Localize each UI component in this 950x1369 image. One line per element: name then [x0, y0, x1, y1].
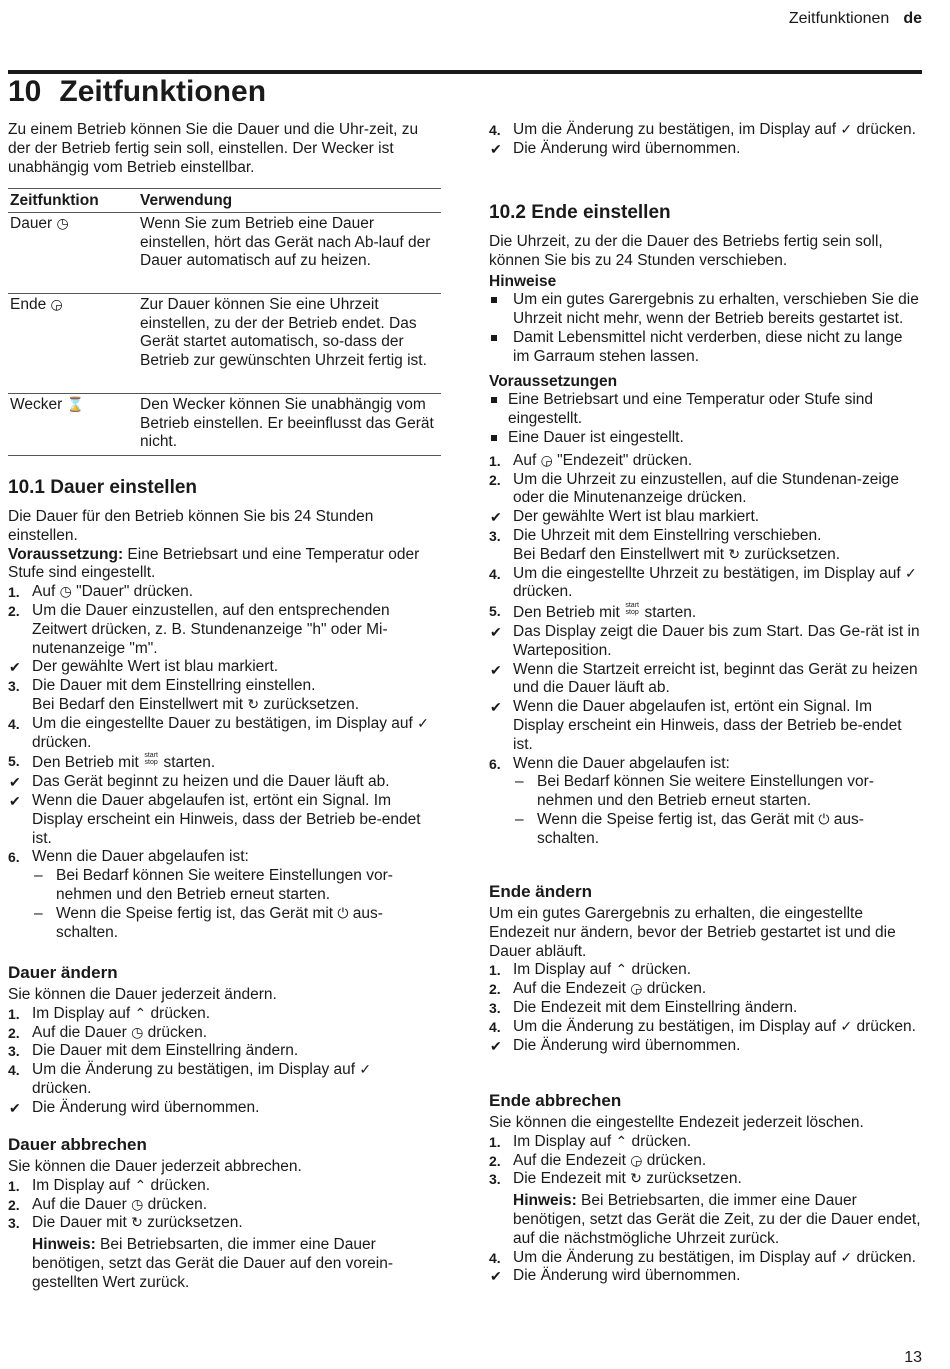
subsection-intro: Um ein gutes Garergebnis zu erhalten, die eingestellte Endezeit nur ändern, bevor der Betrieb gestartet ist und die Dauer abläuft.: [489, 905, 896, 960]
dash-item: – Bei Bedarf können Sie weitere Einstellungen vor-nehmen und den Betrieb erneut starten.: [34, 867, 393, 903]
check-result-icon: ✔: [9, 774, 21, 791]
page-header: [789, 10, 922, 29]
step-3: 3. Die Uhrzeit mit dem Einstellring verschieben. Bei Bedarf den Einstellwert mit ↻ zurücksetzen.: [489, 526, 841, 563]
subsection-title: Ende ändern: [489, 882, 592, 901]
step-6: 6. Wenn die Dauer abgelaufen ist:: [8, 848, 249, 866]
check-icon: ✓: [840, 1248, 853, 1265]
check-icon: ✓: [359, 1061, 372, 1078]
requirement-item: Eine Dauer ist eingestellt.: [489, 429, 923, 448]
timer-icon: ◷: [131, 1023, 144, 1040]
step-1: 1. Im Display auf ⌃ drücken.: [489, 961, 692, 979]
dash-item: – Bei Bedarf können Sie weitere Einstellungen vor-nehmen und den Betrieb erneut starten.: [515, 773, 874, 810]
step-2: 2. Auf die Endezeit ◶ drücken.: [489, 980, 707, 998]
check-icon: ✓: [840, 1017, 853, 1034]
hourglass-icon: ⌛: [66, 395, 85, 412]
table-cell-function: Ende ◶: [10, 295, 63, 313]
table-row: [8, 393, 441, 455]
section-10-1: [8, 477, 433, 942]
dash-item: – Wenn die Speise fertig ist, das Gerät mit ⏻ aus-schalten.: [515, 810, 864, 847]
bullet-square: [491, 435, 497, 441]
check-result-icon: ✔: [490, 1037, 502, 1054]
check-result-icon: ✔: [490, 623, 502, 640]
result: ✔ Wenn die Dauer abgelaufen ist, ertönt ein Signal. Im Display erscheint ein Hinweis, dass der Betrieb be-endet ist.: [9, 791, 421, 847]
table-row: [8, 212, 441, 293]
requirement: Voraussetzung: Eine Betriebsart und eine Temperatur oder Stufe sind eingestellt.: [8, 545, 420, 582]
step-1: 1. Auf ◷ "Dauer" drücken.: [8, 583, 194, 601]
subsection-intro: Sie können die eingestellte Endezeit jederzeit löschen.: [489, 1114, 864, 1131]
bullet-square: [491, 397, 497, 403]
step-2: 2. Auf die Dauer ◷ drücken.: [8, 1023, 208, 1041]
page-title: [8, 74, 266, 110]
result: ✔ Wenn die Dauer abgelaufen ist, ertönt ein Signal. Im Display erscheint ein Hinweis, dass der Betrieb be-endet ist.: [490, 698, 902, 753]
step-1: 1. Im Display auf ⌃ drücken.: [8, 1004, 211, 1022]
step-1: 1. Im Display auf ⌃ drücken.: [489, 1132, 692, 1150]
hints-title: Hinweise: [489, 272, 557, 290]
section-title-10-2: 10.2 Ende einstellen: [489, 202, 671, 223]
check-icon: ✓: [417, 714, 429, 731]
result: ✔ Die Änderung wird übernommen.: [490, 1036, 741, 1054]
subsection-title: Dauer abbrechen: [8, 1135, 147, 1154]
table-cell-function: Wecker ⌛: [10, 395, 85, 413]
subsection-title: Ende abbrechen: [489, 1091, 622, 1110]
check-icon: ✓: [905, 564, 917, 581]
reset-icon: ↻: [728, 545, 741, 562]
table-header-function: Zeitfunktion: [10, 192, 99, 209]
check-result-icon: ✔: [9, 659, 21, 676]
check-result-icon: ✔: [490, 1268, 502, 1285]
section-ende-abbrechen: [489, 1091, 923, 1286]
subsection-intro: Sie können die Dauer jederzeit ändern.: [8, 986, 277, 1003]
note: Hinweis: Bei Betriebsarten, die immer eine Dauer benötigen, setzt das Gerät die Dauer auf den vorein-gestellten Wert zurück.: [32, 1236, 394, 1291]
step-3: 3. Die Dauer mit dem Einstellring einstellen. Bei Bedarf den Einstellwert mit ↻ zurücksetzen.: [8, 677, 360, 713]
result: ✔ Die Änderung wird übernommen.: [490, 139, 741, 157]
header-lang: de: [903, 10, 922, 27]
check-result-icon: ✔: [490, 509, 502, 526]
dash-item: – Wenn die Speise fertig ist, das Gerät mit ⏻ aus-schalten.: [34, 904, 383, 941]
section-dauer-aendern: [8, 963, 433, 1118]
intro-text: Zu einem Betrieb können Sie die Dauer und die Uhr-zeit, zu der der Betrieb fertig sein soll, einstellen. Der Wecker ist unabhängig vom Betrieb einstellbar.: [8, 121, 419, 176]
check-result-icon: ✔: [490, 140, 502, 157]
step-4: 4. Um die Änderung zu bestätigen, im Display auf ✓ drücken.: [489, 121, 916, 138]
step-4: 4. Um die Änderung zu bestätigen, im Display auf ✓ drücken.: [8, 1061, 372, 1097]
step-2: 2. Um die Uhrzeit zu einzustellen, auf die Stundenan-zeige oder die Minutenanzeige drücken.: [489, 470, 900, 507]
requirement-item: Eine Betriebsart und eine Temperatur oder Stufe sind eingestellt.: [489, 391, 923, 429]
reset-icon: ↻: [131, 1214, 143, 1231]
title-number: 10: [8, 75, 42, 108]
result: ✔ Die Änderung wird übernommen.: [490, 1267, 741, 1285]
timer-icon: ◷: [59, 583, 72, 600]
table-cell-function: Dauer ◷: [10, 214, 69, 232]
timer-icon: ◷: [131, 1195, 144, 1212]
result: ✔ Das Display zeigt die Dauer bis zum Start. Das Ge-rät ist in Warteposition.: [490, 622, 920, 659]
function-table-wrap: [8, 188, 441, 456]
step-4: 4. Um die eingestellte Uhrzeit zu bestätigen, im Display auf ✓ drücken.: [489, 564, 917, 601]
step-1: 1. Im Display auf ⌃ drücken.: [8, 1176, 211, 1194]
step-4: 4. Um die Änderung zu bestätigen, im Display auf ✓ drücken.: [489, 1248, 916, 1266]
step-1: 1. Auf ◶ "Endezeit" drücken.: [489, 451, 693, 469]
right-top-continuation: [489, 121, 923, 159]
table-row: [8, 293, 441, 393]
subsection-intro: Sie können die Dauer jederzeit abbrechen.: [8, 1158, 302, 1175]
result: ✔ Die Änderung wird übernommen.: [9, 1098, 260, 1116]
table-cell-usage: Den Wecker können Sie unabhängig vom Betrieb einstellen. Er beeinflusst das Gerät nicht.: [140, 395, 434, 451]
result: ✔ Der gewählte Wert ist blau markiert.: [490, 508, 760, 526]
hint-item: Um ein gutes Garergebnis zu erhalten, verschieben Sie die Uhrzeit nicht mehr, wenn der Betrieb bereits gestartet ist.: [489, 291, 923, 329]
result: ✔ Der gewählte Wert ist blau markiert.: [9, 658, 279, 676]
section-ende-aendern: [489, 882, 923, 1055]
step-5: 5. Den Betrieb mit start stop starten.: [8, 752, 216, 772]
section-title-10-1: 10.1 Dauer einstellen: [8, 477, 198, 498]
section-intro: Die Uhrzeit, zu der die Dauer des Betriebs fertig sein soll, können Sie bis zu 24 Stunden verschieben.: [489, 233, 883, 269]
chevron-up-icon: ⌃: [134, 1004, 147, 1021]
step-2: 2. Auf die Endezeit ◶ drücken.: [489, 1151, 707, 1169]
reset-icon: ↻: [630, 1170, 642, 1187]
bullet-square: [491, 335, 497, 341]
step-3: 3. Die Dauer mit ↻ zurücksetzen.: [8, 1214, 243, 1232]
chevron-up-icon: ⌃: [615, 961, 628, 978]
reset-icon: ↻: [247, 695, 260, 712]
subsection-title: Dauer ändern: [8, 963, 118, 982]
table-cell-usage: Wenn Sie zum Betrieb eine Dauer einstellen, hört das Gerät nach Ab-lauf der Dauer automatisch auf zu heizen.: [140, 214, 431, 270]
requirements-title: Voraussetzungen: [489, 372, 618, 390]
end-time-icon: ◶: [50, 295, 63, 312]
step-4: 4. Um die eingestellte Dauer zu bestätigen, im Display auf ✓ drücken.: [8, 714, 429, 751]
table-cell-usage: Zur Dauer können Sie eine Uhrzeit einstellen, zu der der Betrieb endet. Das Gerät startet automatisch, so-dass der Betrieb zur gewünschten Uhrzeit fertig ist.: [140, 295, 427, 370]
end-time-icon: ◶: [540, 451, 553, 468]
check-result-icon: ✔: [490, 661, 502, 678]
step-3: 3. Die Dauer mit dem Einstellring ändern.: [8, 1042, 299, 1060]
result: ✔ Das Gerät beginnt zu heizen und die Dauer läuft ab.: [9, 773, 390, 791]
step-4: 4. Um die Änderung zu bestätigen, im Display auf ✓ drücken.: [489, 1017, 916, 1035]
step-6: 6. Wenn die Dauer abgelaufen ist:: [489, 754, 730, 772]
power-icon: ⏻: [818, 810, 830, 827]
note: Hinweis: Bei Betriebsarten, die immer eine Dauer benötigen, setzt das Gerät die Zeit, zu der die Dauer endet, auf die nächstmögliche Uhrzeit zurück.: [513, 1192, 921, 1247]
bullet-square: [491, 297, 497, 303]
header-section: Zeitfunktionen: [788, 10, 890, 27]
title-text: Zeitfunktionen: [59, 75, 267, 108]
page-number: 13: [904, 1349, 922, 1366]
step-3: 3. Die Endezeit mit ↻ zurücksetzen.: [489, 1170, 742, 1188]
step-2: 2. Um die Dauer einzustellen, auf den entsprechenden Zeitwert drücken, z. B. Stundenanzeige "h" oder Mi-nutenanzeige "m".: [8, 601, 390, 657]
table-header-usage: Verwendung: [140, 192, 233, 209]
step-5: 5. Den Betrieb mit start stop starten.: [489, 602, 697, 622]
check-icon: ✓: [840, 121, 853, 137]
check-result-icon: ✔: [490, 699, 502, 716]
start-stop-icon: start stop: [625, 602, 639, 617]
timer-icon: ◷: [56, 214, 69, 231]
check-result-icon: ✔: [9, 1099, 21, 1116]
end-time-icon: ◶: [630, 980, 643, 997]
chevron-up-icon: ⌃: [134, 1176, 147, 1193]
function-table: [8, 188, 441, 456]
step-3: 3. Die Endezeit mit dem Einstellring ändern.: [489, 998, 798, 1016]
start-stop-icon: start stop: [144, 752, 158, 767]
result: ✔ Wenn die Startzeit erreicht ist, beginnt das Gerät zu heizen und die Dauer läuft ab.: [490, 660, 918, 697]
power-icon: ⏻: [337, 904, 349, 921]
section-intro: Die Dauer für den Betrieb können Sie bis 24 Stunden einstellen.: [8, 508, 374, 544]
table-header-row: [8, 189, 441, 213]
step-2: 2. Auf die Dauer ◷ drücken.: [8, 1195, 208, 1213]
end-time-icon: ◶: [630, 1151, 643, 1168]
hint-item: Damit Lebensmittel nicht verderben, diese nicht zu lange im Garraum stehen lassen.: [489, 329, 923, 367]
chevron-up-icon: ⌃: [615, 1132, 628, 1149]
check-result-icon: ✔: [9, 792, 21, 809]
section-dauer-abbrechen: [8, 1135, 441, 1293]
section-10-2: [489, 202, 923, 849]
